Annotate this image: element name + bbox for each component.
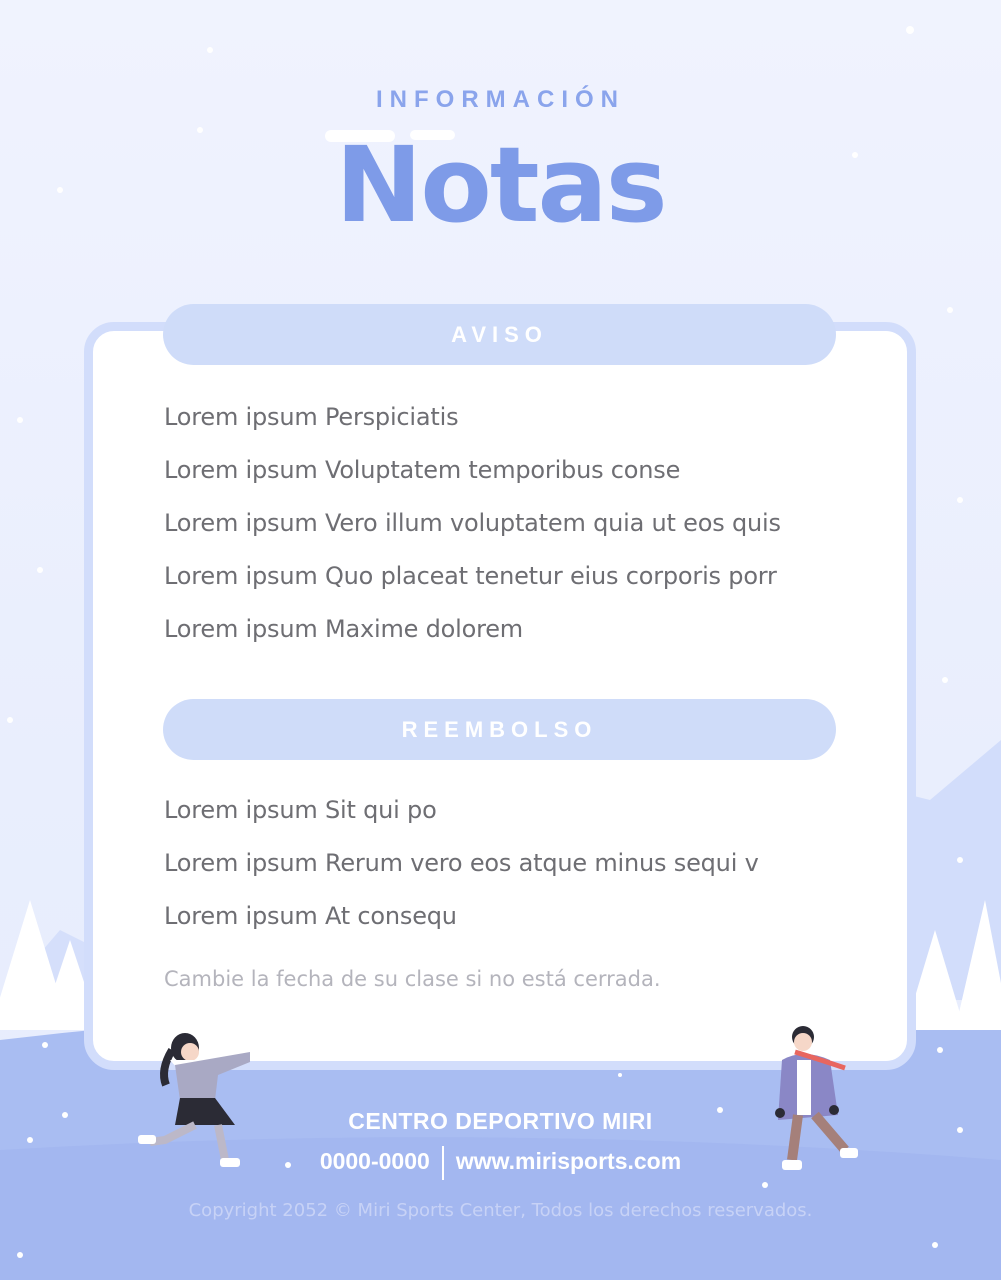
list-item: Lorem ipsum Maxime dolorem xyxy=(164,615,523,643)
list-item: Lorem ipsum Quo placeat tenetur eius corporis porr xyxy=(164,562,777,590)
list-item: Lorem ipsum Vero illum voluptatem quia ut eos quis xyxy=(164,509,781,537)
page-title: Notas xyxy=(335,124,666,246)
page-eyebrow: INFORMACIÓN xyxy=(376,86,625,113)
center-name: CENTRO DEPORTIVO MIRI xyxy=(348,1108,653,1134)
list-item: Lorem ipsum Rerum vero eos atque minus sequi v xyxy=(164,849,759,877)
contact-line xyxy=(0,1146,1001,1180)
list-item: Lorem ipsum At consequ xyxy=(164,902,457,930)
list-item: Lorem ipsum Sit qui po xyxy=(164,796,437,824)
divider xyxy=(442,1146,444,1180)
section-heading-aviso: AVISO xyxy=(163,304,836,365)
list-item: Lorem ipsum Voluptatem temporibus conse xyxy=(164,456,681,484)
notes-card xyxy=(84,322,916,1070)
list-item: Lorem ipsum Perspiciatis xyxy=(164,403,459,431)
footnote: Cambie la fecha de su clase si no está cerrada. xyxy=(164,967,661,991)
section-heading-reembolso: REEMBOLSO xyxy=(163,699,836,760)
website-link[interactable]: www.mirisports.com xyxy=(455,1148,682,1175)
copyright-text: Copyright 2052 © Miri Sports Center, Todos los derechos reservados. xyxy=(188,1200,813,1221)
phone-number: 0000-0000 xyxy=(319,1148,430,1175)
